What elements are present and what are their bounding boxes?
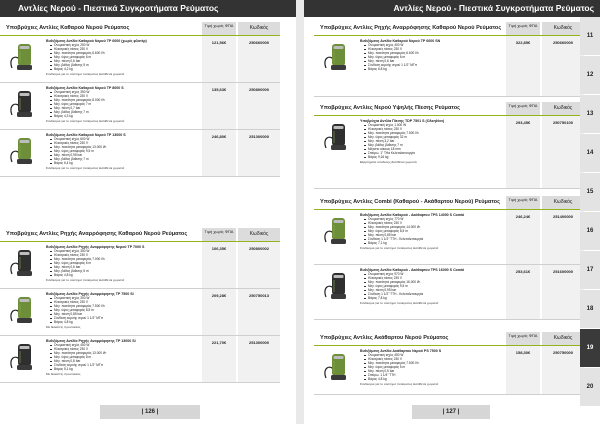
spec-item: Ηλεκτρικές τάσεις 230 V <box>50 300 196 304</box>
product-note: Συνδεσμοί για το σύστημα ποτίσματος Διατίθεται χωριστά <box>46 119 125 124</box>
product-name: Υποβρύχια Αντλία Πίεσης TDP 7501 S (Ολκηθόνι) <box>360 119 445 123</box>
spec-item: Ονομαστική ισχύς 350 W <box>50 90 196 94</box>
price-column-header: Τιμή χωρίς ΦΠΑ <box>506 102 540 115</box>
product-price: 209,28€ <box>211 293 227 298</box>
spec-item: Μεγ. ποσότητα μεταφοράς 13.000 l/h <box>50 351 196 355</box>
right-page-number: | 127 | <box>412 405 490 419</box>
spec-item: Ονομαστική ισχύς 970 W <box>364 272 510 276</box>
spec-item: Μεγ. ύψος μεταφοράς 6 m <box>364 55 510 59</box>
spec-item: Μεγ. πίεση 0,95 bar <box>364 288 510 292</box>
price-cell <box>506 36 540 96</box>
product-code: 251400000 <box>552 214 574 219</box>
spec-item: Σπείρω. 1" ΤΗα Κελεταλειτουργία <box>364 151 510 155</box>
spec-item: Σύνδεση 1 1/2" ΤΤΗ - Κελεταλειτουργία <box>364 237 510 241</box>
spec-item: Μεγ. ποσότητα μεταφοράς 16.000 l/h <box>364 280 510 284</box>
right-page-header: Αντλίες Νερού - Πιεστικά Συγκροτήματα Ρεύματος <box>304 0 600 17</box>
product-section <box>0 22 280 177</box>
spec-item: Ηλεκτρικές τάσεις 230 V <box>364 276 510 280</box>
spec-item: Βάρος 4,8 kg <box>50 320 196 324</box>
code-column-header: Κωδικός <box>542 22 584 35</box>
spec-item: Μεγ. ποσότητα μεταφοράς 13.000 l/h <box>50 145 196 149</box>
product-note: Συνδεσμοί για το σύστημα ποτίσματος Διατίθεται χωριστά <box>46 166 125 171</box>
code-cell <box>542 36 584 96</box>
spec-item: Βάρος 7,1 kg <box>364 241 510 245</box>
product-code: 251300000 <box>248 340 270 345</box>
section-title: Υποβρύχιες Αντλίες Ρηχής Αναρρόφησης Καθαρού Νερού Ρεύματος <box>320 25 502 31</box>
spec-item: Μεγ. ποσότητα μεταφοράς 7.500 l/h <box>364 361 510 365</box>
spec-item: Μεγ. ύψος μεταφοράς 32 m <box>364 135 510 139</box>
section-title: Υποβρύχιες Αντλίες Ακάθαρτου Νερού Ρεύματος <box>320 335 449 341</box>
product-price: 135,63€ <box>211 87 227 92</box>
spec-list <box>46 137 196 165</box>
left-page-number: | 126 | <box>100 405 200 419</box>
chapter-tab-15[interactable]: 15 <box>580 173 600 211</box>
product-code: 250800002 <box>248 246 270 251</box>
product-details <box>46 339 196 376</box>
spec-item: Ονομαστική ισχύς 250 W <box>50 43 196 47</box>
product-row <box>314 116 584 189</box>
product-price: 158,30€ <box>515 350 531 355</box>
spec-item: Ονομαστική ισχύς 300 W <box>50 296 196 300</box>
chapter-tab-16[interactable]: 16 <box>580 212 600 250</box>
spec-item: Μεγ. ύψος μεταφοράς 9,5 m <box>364 284 510 288</box>
spec-item: Ηλεκτρικές τάσεις 230 V <box>50 94 196 98</box>
spec-item: Σύνδεση εκροής νερού 1 1/2" ΜΤπ <box>50 363 196 367</box>
pump-image <box>320 269 356 303</box>
code-column-header: Κωδικός <box>542 196 584 209</box>
chapter-tab-14[interactable]: 14 <box>580 134 600 172</box>
product-code: 250750100 <box>552 120 574 125</box>
product-row <box>0 336 280 383</box>
product-note: Με διακόπτη προστασίας <box>46 325 81 330</box>
product-name: Βυθιζόμενη Αντλία Ακάθαρτου Νερού PS 7500 S <box>360 349 442 353</box>
spec-item: Μεγ. βάθος βύθισης 5 m <box>50 269 196 273</box>
pump-image <box>6 134 42 168</box>
product-details <box>360 39 510 71</box>
spec-item: Βάρος 5,1 kg <box>50 367 196 371</box>
spec-item: Σύνδεση εκροής νερού 1 1/2" ΜΤπ <box>50 316 196 320</box>
right-page <box>304 0 600 424</box>
section-title: Υποβρύχιες Αντλίες Καθαρού Νερού Ρεύματος <box>6 25 130 31</box>
product-code: 250750000 <box>552 350 574 355</box>
product-note: Συνδεσμοί για το σύστημα ποτίσματος Διατίθεται χωριστά <box>46 278 125 283</box>
spec-item: Μεγ. ύψος μεταφοράς 8,5 m <box>364 229 510 233</box>
spec-item: Ηλεκτρικές τάσεις 230 V <box>50 141 196 145</box>
product-code: 250660000 <box>552 40 574 45</box>
spec-item: Μεγ. ποσότητα μεταφοράς 7.000 l/h <box>50 257 196 261</box>
product-details <box>46 133 196 170</box>
spec-item: Ηλεκτρικές τάσεις 230 V <box>364 221 510 225</box>
price-column-header: Τιμή χωρίς ΦΠΑ <box>506 196 540 209</box>
pump-image <box>6 87 42 121</box>
spec-list <box>360 123 510 159</box>
product-price: 246,80€ <box>211 134 227 139</box>
left-page-header: Αντλίες Νερού - Πιεστικά Συγκροτήματα Ρεύματος <box>0 0 296 17</box>
spec-item: Μεγ. βάθος βύθισης 5 m <box>50 63 196 67</box>
product-name: Βυθιζόμενη Αντλία Ρηχής Αναρρόφησης Νερού TP 7000 S <box>46 245 145 249</box>
product-details <box>46 39 196 76</box>
product-section <box>0 228 280 383</box>
product-row <box>0 83 280 130</box>
spec-list <box>46 296 196 324</box>
product-section <box>314 196 584 320</box>
product-name: Βυθιζόμενη Αντλία Καθαρού - Ακάθαρτου TPS 14000 S Combi <box>360 213 465 217</box>
product-row <box>0 36 280 83</box>
spec-item: Μεγ. πίεση 0,7 bar <box>50 106 196 110</box>
spec-item: Βάρος 6,8 kg <box>364 67 510 71</box>
spec-item: Βάρος 4,2 kg <box>50 67 196 71</box>
product-price: 293,45€ <box>515 120 531 125</box>
spec-item: Βάρος 4,8 kg <box>50 273 196 277</box>
product-row <box>314 210 584 265</box>
product-name: Βυθιζόμενη Αντλία Ρηχής Αναρρόφησης TP 13000 SI <box>46 339 136 343</box>
spec-item: Ονομαστική ισχύς 770 W <box>364 217 510 221</box>
product-price: 221,70€ <box>211 340 227 345</box>
spec-item: Μεγ. βάθος βύθισης 7 m <box>50 110 196 114</box>
section-title: Υποβρύχιες Αντλίες Νερού Υψηλής Πίεσης Ρεύματος <box>320 105 461 111</box>
spec-list <box>46 343 196 371</box>
spec-item: Μεγ. ύψος μεταφοράς 8 m <box>50 355 196 359</box>
left-page <box>0 0 296 424</box>
spec-item: Μεγ. ποσότητα μεταφοράς 14.000 l/h <box>364 225 510 229</box>
product-row <box>314 346 584 395</box>
chapter-tab-18[interactable]: 18 <box>580 290 600 328</box>
product-price: 253,61€ <box>515 269 531 274</box>
product-note: Με διακόπτη προστασίας <box>46 372 81 377</box>
product-name: Βυθιζόμενη Αντλία Καθαρού Νερού TP 13000 S <box>46 133 126 137</box>
spec-item: Βάρος 4,8 kg <box>364 377 510 381</box>
spec-item: Μεγ. ύψος μεταφοράς 9,5 m <box>50 149 196 153</box>
product-row <box>314 265 584 320</box>
section-header <box>314 102 584 116</box>
product-details <box>46 86 196 123</box>
code-column-header: Κωδικός <box>238 228 280 241</box>
section-header <box>0 228 280 242</box>
pump-image <box>6 293 42 327</box>
spec-list <box>46 249 196 277</box>
product-row <box>314 36 584 97</box>
spec-item: Μεγ. πίεση 0,6 bar <box>50 59 196 63</box>
spec-item: Μεγ. πίεση 0,85 bar <box>364 233 510 237</box>
spec-item: Μεγ. πίεση 0,95 bar <box>50 153 196 157</box>
product-note: Συνδεσμοί για το σύστημα ποτίσματος Διατίθεται χωριστά <box>360 382 439 387</box>
product-details <box>360 119 510 164</box>
spec-item: Μεγ. ύψος μεταφοράς 5 m <box>364 365 510 369</box>
chapter-tab-19[interactable]: 19 <box>580 329 600 367</box>
product-code: 251600000 <box>552 269 574 274</box>
spec-item: Μεγ. ποσότητα μεταφοράς 8.000 l/h <box>50 98 196 102</box>
spec-item: Ονομαστική ισχύς 350 W <box>50 249 196 253</box>
spec-item: Βάρος 7,8 kg <box>364 296 510 300</box>
spec-item: Μεγ. πίεση 0,6 bar <box>364 59 510 63</box>
section-header <box>314 22 584 36</box>
price-column-header: Τιμή χωρίς ΦΠΑ <box>202 22 236 35</box>
product-code: 250750013 <box>248 293 270 298</box>
spec-item: Μεγ. βάθος βύθισης 7 m <box>364 143 510 147</box>
spec-item: Ηλεκτρικές τάσεις 230 V <box>50 347 196 351</box>
product-code: 250660000 <box>248 40 270 45</box>
chapter-tabs <box>580 17 600 407</box>
spec-item: Μεγ. ποσότητα μεταφοράς 7.500 l/h <box>364 131 510 135</box>
pump-image <box>6 246 42 280</box>
spec-item: Μεγ. πίεση 3,2 bar <box>364 139 510 143</box>
product-details <box>46 245 196 282</box>
product-row <box>0 130 280 177</box>
pump-image <box>320 120 356 154</box>
price-column-header: Τιμή χωρίς ΦΠΑ <box>506 332 540 345</box>
spec-item: Βάρος 9,16 kg <box>364 155 510 159</box>
product-code: 251300000 <box>248 134 270 139</box>
price-column-header: Τιμή χωρίς ΦΠΑ <box>202 228 236 241</box>
product-price: 121,56€ <box>211 40 227 45</box>
code-column-header: Κωδικός <box>542 102 584 115</box>
chapter-tab-20[interactable]: 20 <box>580 368 600 406</box>
spec-item: Σύνδεση 1 1/2" ΤΤΗ - Κελεταλειτουργία <box>364 292 510 296</box>
code-column-header: Κωδικός <box>542 332 584 345</box>
section-header <box>0 22 280 36</box>
spec-item: Ηλεκτρικές τάσεις 230 V <box>364 47 510 51</box>
chapter-tab-11[interactable]: 11 <box>580 17 600 55</box>
spec-list <box>46 43 196 71</box>
product-code: 250800000 <box>248 87 270 92</box>
price-column-header: Τιμή χωρίς ΦΠΑ <box>506 22 540 35</box>
spec-item: Ονομαστική ισχύς 1.000 W <box>364 123 510 127</box>
spec-item: Μεγ. πίεση 0,8 bar <box>50 359 196 363</box>
product-row <box>0 289 280 336</box>
spec-item: Ονομαστική ισχύς 600 W <box>50 137 196 141</box>
product-price: 322,85€ <box>515 40 531 45</box>
product-details <box>46 292 196 329</box>
spec-item: Μεγ. ύψος μεταφοράς 8,5 m <box>50 308 196 312</box>
spec-item: Μεγ. βάθος βύθισης 7 m <box>50 157 196 161</box>
product-details <box>360 268 510 305</box>
product-note: Συνδεσμοί για το σύστημα ποτίσματος Διατίθεται χωριστά <box>46 72 125 77</box>
product-note: Συνδεσμοί για το σύστημα ποτίσματος Διατίθεται χωριστά <box>360 246 439 251</box>
spec-item: Ονομαστική ισχύς 450 W <box>364 353 510 357</box>
spec-item: Μεγ. πίεση 0,6 bar <box>50 265 196 269</box>
product-name: Βυθιζόμενη Αντλία Καθαρού - Ακάθαρτου TPS 16000 S Combi <box>360 268 465 272</box>
spec-list <box>360 217 510 245</box>
product-name: Βυθιζόμενη Αντλία Καθαρού Νερού TP 6600 (χωρίς φλοτέρ) <box>46 39 147 43</box>
chapter-tab-12[interactable]: 12 <box>580 56 600 94</box>
pump-image <box>320 350 356 384</box>
product-note: Συνδεσμοί για το σύστημα ποτίσματος Διατίθεται χωριστά <box>360 301 439 306</box>
spec-item: Ηλεκτρικές τάσεις 230 V <box>364 357 510 361</box>
spec-item: Ηλεκτρικές τάσεις 230 V <box>50 47 196 51</box>
product-details <box>360 213 510 250</box>
spec-item: Ηλεκτρικές τάσεις 230 V <box>364 127 510 131</box>
spec-list <box>360 353 510 381</box>
spec-item: Βάρος 4,3 kg <box>50 114 196 118</box>
product-row <box>0 242 280 289</box>
spec-list <box>46 90 196 118</box>
product-section <box>314 332 584 395</box>
spec-item: Μεγ. πίεση 0,5 bar <box>364 369 510 373</box>
code-column-header: Κωδικός <box>238 22 280 35</box>
spec-item: Ονομαστική ισχύς 450 W <box>50 343 196 347</box>
product-note: Εξαρτήματα σύνδεσης Διατίθεται χωριστά <box>360 160 417 165</box>
spec-item: Μέγιστο κόκκος 18 mm <box>364 147 510 151</box>
pump-image <box>320 214 356 248</box>
product-section <box>314 102 584 189</box>
spec-item: Σύνδεση εκροής νερού 1 1/2" ΜΤπ <box>364 63 510 67</box>
product-section <box>314 22 584 97</box>
spec-item: Ονομαστική ισχύς 400 W <box>364 43 510 47</box>
chapter-tab-17[interactable]: 17 <box>580 251 600 289</box>
price-cell <box>506 116 540 188</box>
product-details <box>360 349 510 386</box>
pump-image <box>320 40 356 74</box>
section-title: Υποβρύχιες Αντλίες Ρηχής Αναρρόφησης Καθαρού Νερού Ρεύματος <box>6 231 188 237</box>
spec-item: Σπείρω. 1 1/4" ΤΤΗ <box>364 373 510 377</box>
product-name: Βυθιζόμενη Αντλία Καθαρού Νερού TP 6600 SN <box>360 39 441 43</box>
section-header <box>314 196 584 210</box>
spec-list <box>360 272 510 300</box>
page-gutter <box>296 0 304 424</box>
code-cell <box>542 116 584 188</box>
product-price: 246,24€ <box>515 214 531 219</box>
section-header <box>314 332 584 346</box>
spec-item: Μεγ. ποσότητα μεταφοράς 6.600 l/h <box>364 51 510 55</box>
spec-item: Μεγ. ύψος μεταφοράς 6 m <box>50 261 196 265</box>
chapter-tab-13[interactable]: 13 <box>580 95 600 133</box>
spec-item: Ηλεκτρικές τάσεις 230 V <box>50 253 196 257</box>
product-price: 106,35€ <box>211 246 227 251</box>
spec-item: Βάρος 6,4 kg <box>50 161 196 165</box>
spec-item: Μεγ. ποσότητα μεταφοράς 7.500 l/h <box>50 304 196 308</box>
product-name: Βυθιζόμενη Αντλία Καθαρού Νερού TP 8000 S <box>46 86 124 90</box>
spec-item: Μεγ. ποσότητα μεταφοράς 6.600 l/h <box>50 51 196 55</box>
spec-list <box>360 43 510 71</box>
pump-image <box>6 40 42 74</box>
section-title: Υποβρύχιες Αντλίες Combi (Καθαρού - Ακάθαρτου Νερού) Ρεύματος <box>320 199 500 205</box>
spec-item: Μεγ. πίεση 0,85 bar <box>50 312 196 316</box>
product-name: Βυθιζόμενη Αντλία Ρηχής Αναρρόφησης TP 7500 SI <box>46 292 134 296</box>
pump-image <box>6 340 42 374</box>
spec-item: Μεγ. ύψος μεταφοράς 6 m <box>50 55 196 59</box>
spec-item: Μεγ. ύψος μεταφοράς 7 m <box>50 102 196 106</box>
